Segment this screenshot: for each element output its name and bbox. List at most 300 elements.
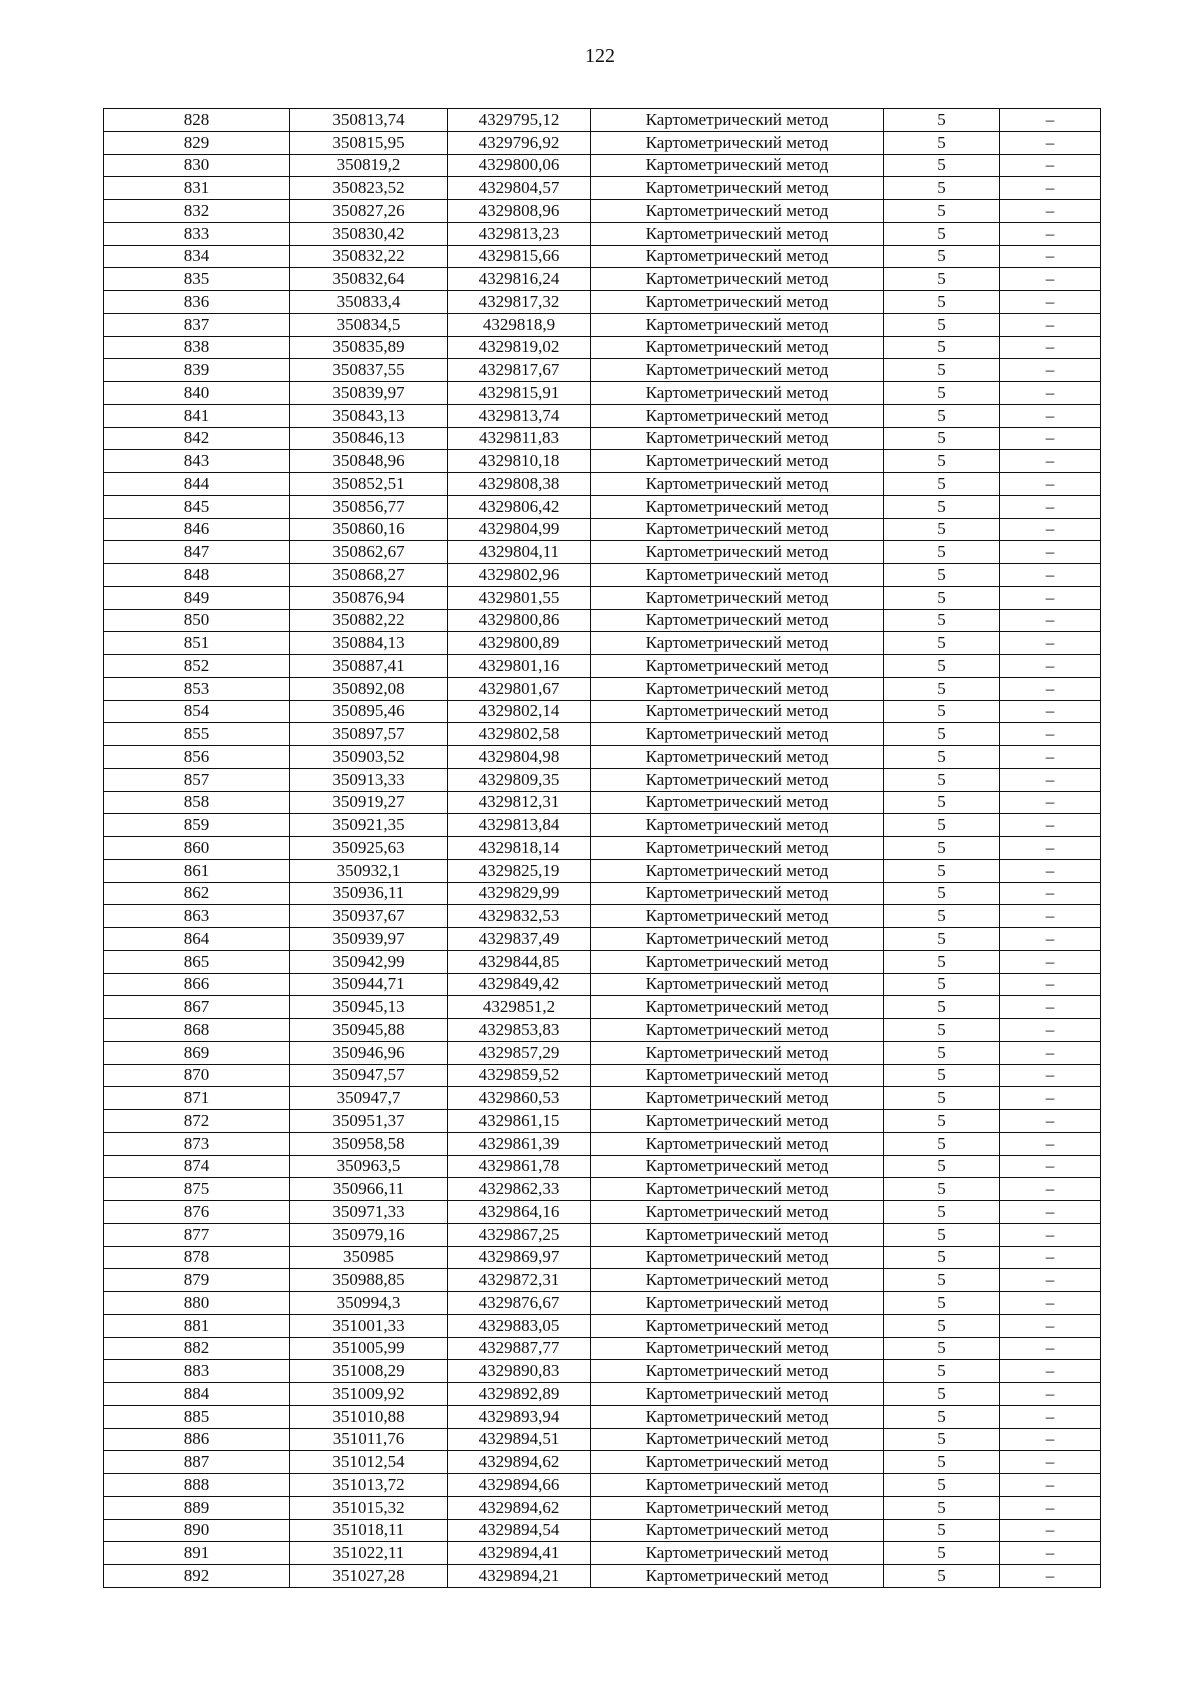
accuracy-cell: 5 <box>884 814 1000 837</box>
method-cell: Картометрический метод <box>591 1064 884 1087</box>
point-number-cell: 892 <box>104 1565 290 1588</box>
method-cell: Картометрический метод <box>591 1519 884 1542</box>
note-cell: – <box>1000 1519 1101 1542</box>
accuracy-cell: 5 <box>884 859 1000 882</box>
method-cell: Картометрический метод <box>591 791 884 814</box>
y-coordinate-cell: 4329859,52 <box>448 1064 591 1087</box>
x-coordinate-cell: 350925,63 <box>290 837 448 860</box>
method-cell: Картометрический метод <box>591 1155 884 1178</box>
x-coordinate-cell: 350939,97 <box>290 928 448 951</box>
note-cell: – <box>1000 291 1101 314</box>
accuracy-cell: 5 <box>884 1201 1000 1224</box>
x-coordinate-cell: 350944,71 <box>290 973 448 996</box>
x-coordinate-cell: 351018,11 <box>290 1519 448 1542</box>
x-coordinate-cell: 350834,5 <box>290 313 448 336</box>
point-number-cell: 864 <box>104 928 290 951</box>
point-number-cell: 854 <box>104 700 290 723</box>
note-cell: – <box>1000 1110 1101 1133</box>
y-coordinate-cell: 4329894,41 <box>448 1542 591 1565</box>
accuracy-cell: 5 <box>884 655 1000 678</box>
y-coordinate-cell: 4329816,24 <box>448 268 591 291</box>
accuracy-cell: 5 <box>884 154 1000 177</box>
x-coordinate-cell: 350971,33 <box>290 1201 448 1224</box>
accuracy-cell: 5 <box>884 518 1000 541</box>
method-cell: Картометрический метод <box>591 882 884 905</box>
table-row <box>104 473 1101 496</box>
table-row <box>104 859 1101 882</box>
y-coordinate-cell: 4329802,58 <box>448 723 591 746</box>
note-cell: – <box>1000 473 1101 496</box>
method-cell: Картометрический метод <box>591 1496 884 1519</box>
x-coordinate-cell: 350895,46 <box>290 700 448 723</box>
x-coordinate-cell: 350830,42 <box>290 222 448 245</box>
table-row <box>104 632 1101 655</box>
method-cell: Картометрический метод <box>591 1314 884 1337</box>
note-cell: – <box>1000 1428 1101 1451</box>
note-cell: – <box>1000 859 1101 882</box>
y-coordinate-cell: 4329876,67 <box>448 1292 591 1315</box>
note-cell: – <box>1000 518 1101 541</box>
note-cell: – <box>1000 495 1101 518</box>
point-number-cell: 846 <box>104 518 290 541</box>
method-cell: Картометрический метод <box>591 1132 884 1155</box>
accuracy-cell: 5 <box>884 1428 1000 1451</box>
note-cell: – <box>1000 1542 1101 1565</box>
accuracy-cell: 5 <box>884 1496 1000 1519</box>
y-coordinate-cell: 4329808,38 <box>448 473 591 496</box>
x-coordinate-cell: 350937,67 <box>290 905 448 928</box>
y-coordinate-cell: 4329844,85 <box>448 950 591 973</box>
y-coordinate-cell: 4329894,21 <box>448 1565 591 1588</box>
note-cell: – <box>1000 1360 1101 1383</box>
accuracy-cell: 5 <box>884 1087 1000 1110</box>
y-coordinate-cell: 4329796,92 <box>448 131 591 154</box>
method-cell: Картометрический метод <box>591 222 884 245</box>
table-row <box>104 427 1101 450</box>
note-cell: – <box>1000 427 1101 450</box>
x-coordinate-cell: 350947,57 <box>290 1064 448 1087</box>
y-coordinate-cell: 4329861,15 <box>448 1110 591 1133</box>
method-cell: Картометрический метод <box>591 609 884 632</box>
note-cell: – <box>1000 1314 1101 1337</box>
accuracy-cell: 5 <box>884 450 1000 473</box>
note-cell: – <box>1000 1155 1101 1178</box>
method-cell: Картометрический метод <box>591 1223 884 1246</box>
y-coordinate-cell: 4329862,33 <box>448 1178 591 1201</box>
method-cell: Картометрический метод <box>591 928 884 951</box>
point-number-cell: 865 <box>104 950 290 973</box>
point-number-cell: 883 <box>104 1360 290 1383</box>
x-coordinate-cell: 350945,88 <box>290 1019 448 1042</box>
y-coordinate-cell: 4329809,35 <box>448 768 591 791</box>
x-coordinate-cell: 350913,33 <box>290 768 448 791</box>
table-row <box>104 1428 1101 1451</box>
accuracy-cell: 5 <box>884 746 1000 769</box>
accuracy-cell: 5 <box>884 1519 1000 1542</box>
x-coordinate-cell: 350837,55 <box>290 359 448 382</box>
note-cell: – <box>1000 609 1101 632</box>
y-coordinate-cell: 4329806,42 <box>448 495 591 518</box>
method-cell: Картометрический метод <box>591 973 884 996</box>
point-number-cell: 849 <box>104 586 290 609</box>
table-row <box>104 768 1101 791</box>
note-cell: – <box>1000 1132 1101 1155</box>
x-coordinate-cell: 350988,85 <box>290 1269 448 1292</box>
y-coordinate-cell: 4329808,96 <box>448 200 591 223</box>
x-coordinate-cell: 350897,57 <box>290 723 448 746</box>
note-cell: – <box>1000 222 1101 245</box>
note-cell: – <box>1000 700 1101 723</box>
point-number-cell: 839 <box>104 359 290 382</box>
y-coordinate-cell: 4329819,02 <box>448 336 591 359</box>
note-cell: – <box>1000 1337 1101 1360</box>
table-row <box>104 109 1101 132</box>
point-number-cell: 832 <box>104 200 290 223</box>
method-cell: Картометрический метод <box>591 814 884 837</box>
note-cell: – <box>1000 1019 1101 1042</box>
method-cell: Картометрический метод <box>591 677 884 700</box>
note-cell: – <box>1000 382 1101 405</box>
x-coordinate-cell: 350921,35 <box>290 814 448 837</box>
method-cell: Картометрический метод <box>591 632 884 655</box>
table-row <box>104 450 1101 473</box>
point-number-cell: 831 <box>104 177 290 200</box>
note-cell: – <box>1000 928 1101 951</box>
x-coordinate-cell: 350994,3 <box>290 1292 448 1315</box>
point-number-cell: 860 <box>104 837 290 860</box>
method-cell: Картометрический метод <box>591 1542 884 1565</box>
method-cell: Картометрический метод <box>591 1383 884 1406</box>
note-cell: – <box>1000 1269 1101 1292</box>
note-cell: – <box>1000 154 1101 177</box>
accuracy-cell: 5 <box>884 200 1000 223</box>
x-coordinate-cell: 350887,41 <box>290 655 448 678</box>
table-row <box>104 1201 1101 1224</box>
point-number-cell: 840 <box>104 382 290 405</box>
point-number-cell: 890 <box>104 1519 290 1542</box>
method-cell: Картометрический метод <box>591 1246 884 1269</box>
point-number-cell: 862 <box>104 882 290 905</box>
x-coordinate-cell: 350945,13 <box>290 996 448 1019</box>
note-cell: – <box>1000 268 1101 291</box>
accuracy-cell: 5 <box>884 359 1000 382</box>
point-number-cell: 835 <box>104 268 290 291</box>
y-coordinate-cell: 4329802,14 <box>448 700 591 723</box>
point-number-cell: 867 <box>104 996 290 1019</box>
table-row <box>104 928 1101 951</box>
y-coordinate-cell: 4329811,83 <box>448 427 591 450</box>
method-cell: Картометрический метод <box>591 382 884 405</box>
point-number-cell: 841 <box>104 404 290 427</box>
point-number-cell: 881 <box>104 1314 290 1337</box>
table-row <box>104 1314 1101 1337</box>
y-coordinate-cell: 4329813,23 <box>448 222 591 245</box>
accuracy-cell: 5 <box>884 950 1000 973</box>
note-cell: – <box>1000 313 1101 336</box>
y-coordinate-cell: 4329800,06 <box>448 154 591 177</box>
x-coordinate-cell: 351005,99 <box>290 1337 448 1360</box>
y-coordinate-cell: 4329890,83 <box>448 1360 591 1383</box>
x-coordinate-cell: 350856,77 <box>290 495 448 518</box>
accuracy-cell: 5 <box>884 291 1000 314</box>
accuracy-cell: 5 <box>884 1110 1000 1133</box>
table-row <box>104 518 1101 541</box>
point-number-cell: 879 <box>104 1269 290 1292</box>
accuracy-cell: 5 <box>884 1019 1000 1042</box>
note-cell: – <box>1000 1405 1101 1428</box>
point-number-cell: 884 <box>104 1383 290 1406</box>
x-coordinate-cell: 350832,64 <box>290 268 448 291</box>
method-cell: Картометрический метод <box>591 859 884 882</box>
note-cell: – <box>1000 1178 1101 1201</box>
method-cell: Картометрический метод <box>591 1405 884 1428</box>
method-cell: Картометрический метод <box>591 1451 884 1474</box>
accuracy-cell: 5 <box>884 768 1000 791</box>
accuracy-cell: 5 <box>884 495 1000 518</box>
accuracy-cell: 5 <box>884 1132 1000 1155</box>
y-coordinate-cell: 4329804,98 <box>448 746 591 769</box>
point-number-cell: 842 <box>104 427 290 450</box>
point-number-cell: 843 <box>104 450 290 473</box>
note-cell: – <box>1000 1041 1101 1064</box>
method-cell: Картометрический метод <box>591 1110 884 1133</box>
method-cell: Картометрический метод <box>591 1428 884 1451</box>
x-coordinate-cell: 350860,16 <box>290 518 448 541</box>
note-cell: – <box>1000 109 1101 132</box>
y-coordinate-cell: 4329861,39 <box>448 1132 591 1155</box>
note-cell: – <box>1000 632 1101 655</box>
table-row <box>104 1451 1101 1474</box>
y-coordinate-cell: 4329883,05 <box>448 1314 591 1337</box>
accuracy-cell: 5 <box>884 1269 1000 1292</box>
table-row <box>104 950 1101 973</box>
accuracy-cell: 5 <box>884 1360 1000 1383</box>
x-coordinate-cell: 350819,2 <box>290 154 448 177</box>
x-coordinate-cell: 350839,97 <box>290 382 448 405</box>
table-row <box>104 1223 1101 1246</box>
note-cell: – <box>1000 950 1101 973</box>
method-cell: Картометрический метод <box>591 837 884 860</box>
method-cell: Картометрический метод <box>591 313 884 336</box>
accuracy-cell: 5 <box>884 222 1000 245</box>
table-row <box>104 1132 1101 1155</box>
y-coordinate-cell: 4329894,62 <box>448 1451 591 1474</box>
method-cell: Картометрический метод <box>591 245 884 268</box>
point-number-cell: 874 <box>104 1155 290 1178</box>
y-coordinate-cell: 4329817,32 <box>448 291 591 314</box>
x-coordinate-cell: 350936,11 <box>290 882 448 905</box>
x-coordinate-cell: 351027,28 <box>290 1565 448 1588</box>
note-cell: – <box>1000 746 1101 769</box>
table-row <box>104 495 1101 518</box>
method-cell: Картометрический метод <box>591 518 884 541</box>
note-cell: – <box>1000 837 1101 860</box>
y-coordinate-cell: 4329802,96 <box>448 564 591 587</box>
y-coordinate-cell: 4329894,62 <box>448 1496 591 1519</box>
point-number-cell: 833 <box>104 222 290 245</box>
note-cell: – <box>1000 973 1101 996</box>
table-row <box>104 1565 1101 1588</box>
table-row <box>104 336 1101 359</box>
table-row <box>104 1519 1101 1542</box>
y-coordinate-cell: 4329887,77 <box>448 1337 591 1360</box>
note-cell: – <box>1000 336 1101 359</box>
y-coordinate-cell: 4329815,91 <box>448 382 591 405</box>
accuracy-cell: 5 <box>884 837 1000 860</box>
point-number-cell: 880 <box>104 1292 290 1315</box>
y-coordinate-cell: 4329800,89 <box>448 632 591 655</box>
note-cell: – <box>1000 1292 1101 1315</box>
point-number-cell: 885 <box>104 1405 290 1428</box>
table-row <box>104 1337 1101 1360</box>
x-coordinate-cell: 350882,22 <box>290 609 448 632</box>
method-cell: Картометрический метод <box>591 723 884 746</box>
accuracy-cell: 5 <box>884 427 1000 450</box>
x-coordinate-cell: 350884,13 <box>290 632 448 655</box>
accuracy-cell: 5 <box>884 1451 1000 1474</box>
y-coordinate-cell: 4329801,16 <box>448 655 591 678</box>
table-row <box>104 291 1101 314</box>
point-number-cell: 838 <box>104 336 290 359</box>
note-cell: – <box>1000 131 1101 154</box>
method-cell: Картометрический метод <box>591 1087 884 1110</box>
note-cell: – <box>1000 450 1101 473</box>
x-coordinate-cell: 351012,54 <box>290 1451 448 1474</box>
accuracy-cell: 5 <box>884 109 1000 132</box>
x-coordinate-cell: 350848,96 <box>290 450 448 473</box>
x-coordinate-cell: 350823,52 <box>290 177 448 200</box>
y-coordinate-cell: 4329818,9 <box>448 313 591 336</box>
method-cell: Картометрический метод <box>591 1041 884 1064</box>
x-coordinate-cell: 351010,88 <box>290 1405 448 1428</box>
x-coordinate-cell: 350947,7 <box>290 1087 448 1110</box>
point-number-cell: 863 <box>104 905 290 928</box>
note-cell: – <box>1000 996 1101 1019</box>
accuracy-cell: 5 <box>884 1041 1000 1064</box>
method-cell: Картометрический метод <box>591 586 884 609</box>
y-coordinate-cell: 4329825,19 <box>448 859 591 882</box>
x-coordinate-cell: 351015,32 <box>290 1496 448 1519</box>
y-coordinate-cell: 4329817,67 <box>448 359 591 382</box>
page-number: 122 <box>585 45 615 67</box>
table-row <box>104 382 1101 405</box>
table-row <box>104 1110 1101 1133</box>
method-cell: Картометрический метод <box>591 1019 884 1042</box>
point-number-cell: 878 <box>104 1246 290 1269</box>
table-row <box>104 746 1101 769</box>
method-cell: Картометрический метод <box>591 746 884 769</box>
accuracy-cell: 5 <box>884 723 1000 746</box>
accuracy-cell: 5 <box>884 382 1000 405</box>
accuracy-cell: 5 <box>884 1542 1000 1565</box>
y-coordinate-cell: 4329894,54 <box>448 1519 591 1542</box>
note-cell: – <box>1000 882 1101 905</box>
table-row <box>104 1474 1101 1497</box>
note-cell: – <box>1000 1451 1101 1474</box>
method-cell: Картометрический метод <box>591 1201 884 1224</box>
point-number-cell: 889 <box>104 1496 290 1519</box>
y-coordinate-cell: 4329813,84 <box>448 814 591 837</box>
table-row <box>104 1019 1101 1042</box>
y-coordinate-cell: 4329815,66 <box>448 245 591 268</box>
point-number-cell: 828 <box>104 109 290 132</box>
accuracy-cell: 5 <box>884 177 1000 200</box>
y-coordinate-cell: 4329801,55 <box>448 586 591 609</box>
y-coordinate-cell: 4329853,83 <box>448 1019 591 1042</box>
table-row <box>104 655 1101 678</box>
y-coordinate-cell: 4329864,16 <box>448 1201 591 1224</box>
y-coordinate-cell: 4329860,53 <box>448 1087 591 1110</box>
table-row <box>104 586 1101 609</box>
x-coordinate-cell: 350946,96 <box>290 1041 448 1064</box>
table-row <box>104 791 1101 814</box>
point-number-cell: 882 <box>104 1337 290 1360</box>
accuracy-cell: 5 <box>884 268 1000 291</box>
method-cell: Картометрический метод <box>591 450 884 473</box>
method-cell: Картометрический метод <box>591 427 884 450</box>
table-row <box>104 973 1101 996</box>
note-cell: – <box>1000 1223 1101 1246</box>
table-row <box>104 1269 1101 1292</box>
table-row <box>104 677 1101 700</box>
y-coordinate-cell: 4329829,99 <box>448 882 591 905</box>
y-coordinate-cell: 4329869,97 <box>448 1246 591 1269</box>
table-row <box>104 1542 1101 1565</box>
accuracy-cell: 5 <box>884 541 1000 564</box>
point-number-cell: 852 <box>104 655 290 678</box>
point-number-cell: 887 <box>104 1451 290 1474</box>
accuracy-cell: 5 <box>884 791 1000 814</box>
method-cell: Картометрический метод <box>591 1292 884 1315</box>
table-row <box>104 177 1101 200</box>
method-cell: Картометрический метод <box>591 950 884 973</box>
accuracy-cell: 5 <box>884 632 1000 655</box>
x-coordinate-cell: 350892,08 <box>290 677 448 700</box>
x-coordinate-cell: 350985 <box>290 1246 448 1269</box>
accuracy-cell: 5 <box>884 882 1000 905</box>
table-row <box>104 564 1101 587</box>
accuracy-cell: 5 <box>884 336 1000 359</box>
x-coordinate-cell: 350963,5 <box>290 1155 448 1178</box>
method-cell: Картометрический метод <box>591 177 884 200</box>
table-row <box>104 837 1101 860</box>
point-number-cell: 830 <box>104 154 290 177</box>
note-cell: – <box>1000 1383 1101 1406</box>
table-row <box>104 1155 1101 1178</box>
point-number-cell: 837 <box>104 313 290 336</box>
note-cell: – <box>1000 541 1101 564</box>
x-coordinate-cell: 350876,94 <box>290 586 448 609</box>
point-number-cell: 845 <box>104 495 290 518</box>
table-row <box>104 268 1101 291</box>
coordinates-table-body <box>104 109 1101 1588</box>
point-number-cell: 891 <box>104 1542 290 1565</box>
point-number-cell: 868 <box>104 1019 290 1042</box>
x-coordinate-cell: 350932,1 <box>290 859 448 882</box>
accuracy-cell: 5 <box>884 1314 1000 1337</box>
point-number-cell: 872 <box>104 1110 290 1133</box>
accuracy-cell: 5 <box>884 700 1000 723</box>
note-cell: – <box>1000 723 1101 746</box>
table-row <box>104 1087 1101 1110</box>
note-cell: – <box>1000 404 1101 427</box>
table-row <box>104 609 1101 632</box>
accuracy-cell: 5 <box>884 1223 1000 1246</box>
y-coordinate-cell: 4329867,25 <box>448 1223 591 1246</box>
point-number-cell: 834 <box>104 245 290 268</box>
table-row <box>104 814 1101 837</box>
method-cell: Картометрический метод <box>591 1565 884 1588</box>
